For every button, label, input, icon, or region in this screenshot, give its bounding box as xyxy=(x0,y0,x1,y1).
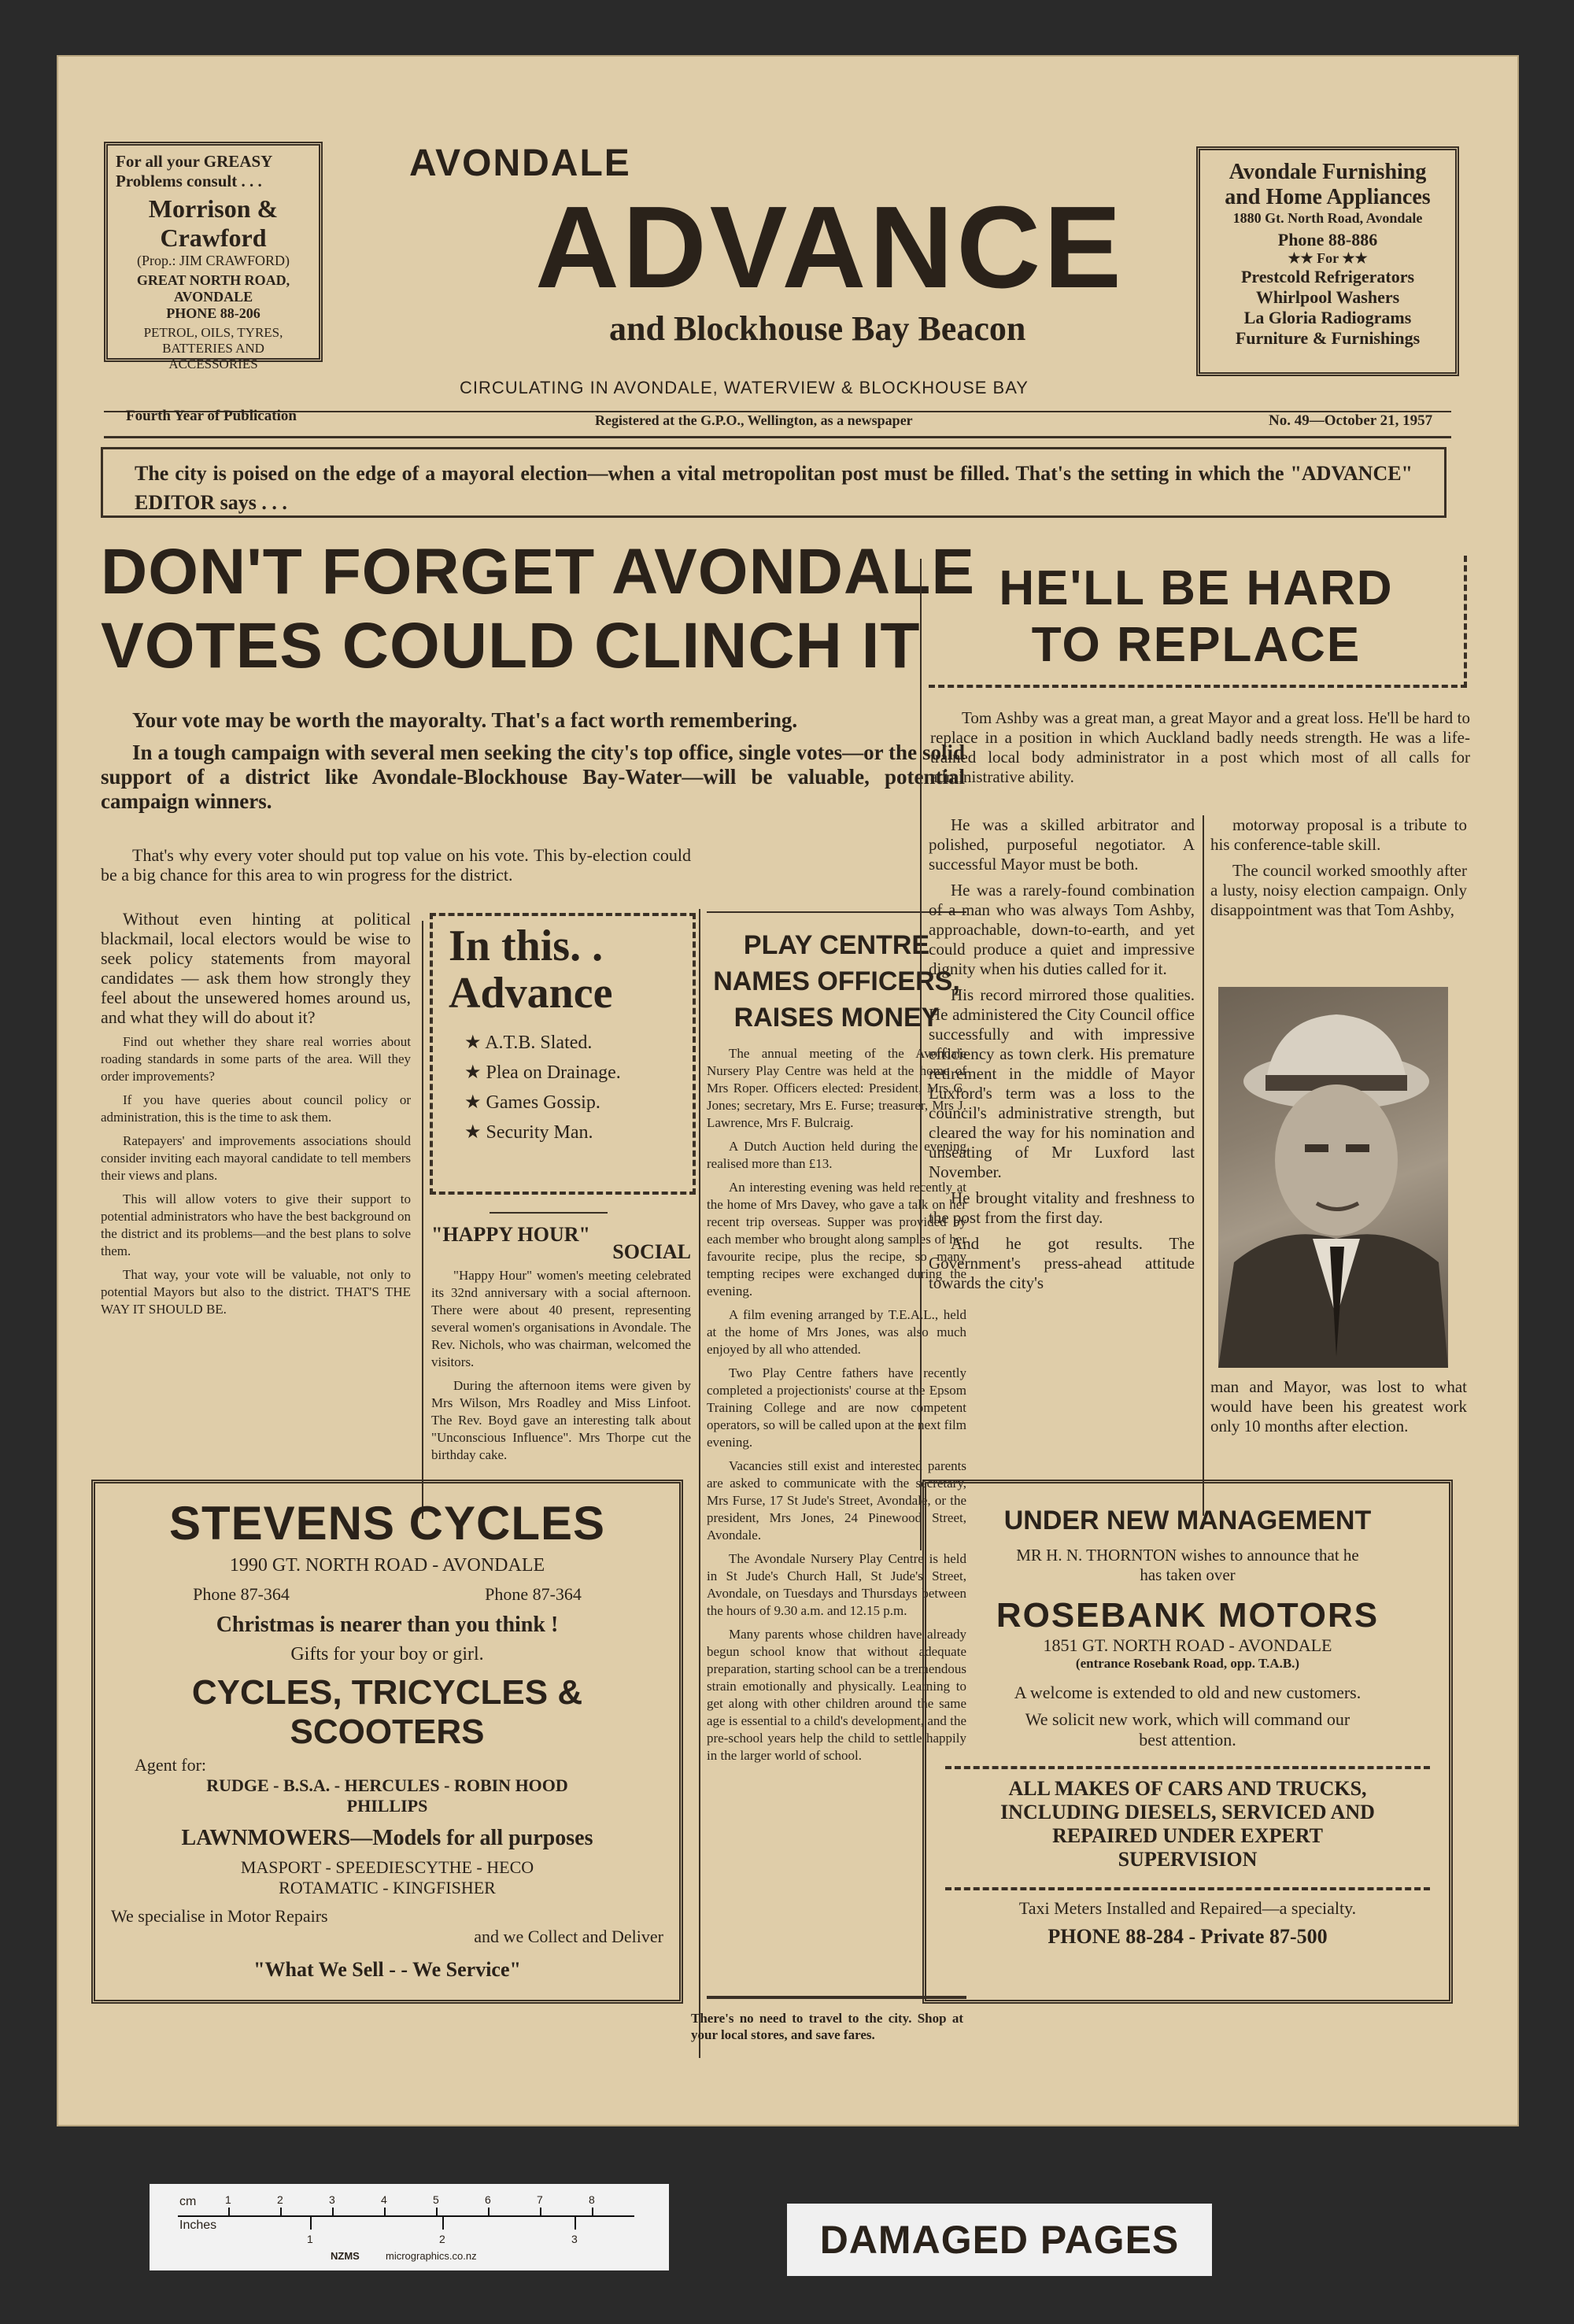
social-headline-2: SOCIAL xyxy=(612,1240,691,1263)
ruler-tick xyxy=(332,2208,334,2217)
lead-para-8: This will allow voters to give their support to potential administrators who have the best background on the district and its problems—and the best plans to solve them. xyxy=(101,1192,411,1258)
playcentre-para-8: Many parents whose children have already begun school know that without adequate preparation, starting school can be a tremendous strain emotionally and physically. Learning to get along with other children around the same age is essential to a child's development, and the pre-school years help the child to settle happily in the larger world of school. xyxy=(707,1627,966,1763)
stevens-mower-brands-1: MASPORT - SPEEDIESCYTHE - HECO xyxy=(240,1857,534,1877)
ruler-inch-number: 2 xyxy=(439,2233,445,2245)
ruler-cm-number: 7 xyxy=(537,2193,543,2206)
ear-right-line2: and Home Appliances xyxy=(1225,185,1431,209)
masthead-name-top: AVONDALE xyxy=(409,142,631,184)
playcentre-para-3: An interesting evening was held recently at the home of Mrs Davey, who gave a talk on her recent trip overseas. Supper was provided by each member who brought along samples of her favourite recipe, plus the recipe, so many tempting recipes were exchanged during the evening. xyxy=(707,1180,966,1299)
rosebank-line-2: has taken over xyxy=(1140,1565,1236,1584)
ashby-para-9: man and Mayor, was lost to what would have been his greatest work only 10 months after election. xyxy=(1210,1377,1467,1435)
lead-para-1: Your vote may be worth the mayoralty. That's a fact worth remembering. xyxy=(132,708,798,732)
ruler-tick xyxy=(228,2208,230,2217)
ruler-cm-label: cm xyxy=(179,2195,197,2208)
ear-left-prop: (Prop.: JIM CRAWFORD) xyxy=(136,253,290,268)
ear-left-phone: PHONE 88-206 xyxy=(166,305,260,321)
masthead-subtitle: and Blockhouse Bay Beacon xyxy=(609,309,1026,348)
lead-standfirst xyxy=(101,708,965,814)
ear-right-item3: La Gloria Radiograms xyxy=(1243,308,1412,327)
ashby-headline-1: HE'LL BE HARD xyxy=(999,561,1394,615)
lead-para-9: That way, your vote will be valuable, not only to potential Mayors but also to the district. THAT'S THE WAY IT SHOULD BE. xyxy=(101,1267,411,1317)
stevens-phone-1: Phone 87-364 xyxy=(193,1584,290,1604)
ruler-tick xyxy=(575,2215,576,2230)
playcentre-para-7: The Avondale Nursery Play Centre is held in St Jude's Church Hall, St Jude's Street, Avondale, on Tuesdays and Thursdays between the hours of 9.30 a.m. and 12.15 p.m. xyxy=(707,1551,966,1618)
lead-headline-1: DON'T FORGET AVONDALE xyxy=(101,536,976,608)
ear-right-item1: Prestcold Refrigerators xyxy=(1240,267,1415,286)
ear-right-for: ★★ For ★★ xyxy=(1288,250,1368,266)
scale-ruler xyxy=(150,2184,669,2270)
ear-left-goods3: ACCESSORIES xyxy=(168,357,258,371)
index-item: ★ Security Man. xyxy=(464,1122,593,1143)
ashby-headline-2: TO REPLACE xyxy=(1031,618,1362,672)
social-headline-1: "HAPPY HOUR" xyxy=(431,1223,590,1246)
rosebank-solicit-1: We solicit new work, which will command our xyxy=(1025,1709,1350,1729)
stevens-cycles-line: CYCLES, TRICYCLES & SCOOTERS xyxy=(191,1673,583,1751)
ashby-para-3: He was a rarely-found combination of a man who was always Tom Ashby, approachable, down-to-earth, and yet could produce a quiet and impressive dignity when his duties called for it. xyxy=(929,881,1195,978)
ruler-tick xyxy=(310,2215,312,2230)
ashby-para-8: The council worked smoothly after a lusty, noisy election campaign. Only disappointment was that Tom Ashby, xyxy=(1210,861,1467,919)
ashby-column-1 xyxy=(929,815,1195,1299)
ear-left-goods2: BATTERIES AND xyxy=(162,341,264,356)
rosebank-welcome: A welcome is extended to old and new customers. xyxy=(1014,1683,1362,1702)
ruler-tick xyxy=(384,2208,386,2217)
ruler-cm-number: 1 xyxy=(225,2193,231,2206)
ashby-lede: Tom Ashby was a great man, a great Mayor and a great loss. He'll be hard to replace in a position in which Auckland badly needs strength. He was a life-trained local body administrator in a post which most of all calls for administrative ability. xyxy=(930,708,1470,786)
stevens-phone-2: Phone 87-364 xyxy=(485,1584,582,1604)
stevens-brands-2: PHILLIPS xyxy=(346,1796,428,1816)
stevens-address: 1990 GT. NORTH ROAD - AVONDALE xyxy=(229,1555,545,1576)
rosebank-all-makes-2: INCLUDING DIESELS, SERVICED AND xyxy=(1000,1801,1375,1823)
ashby-para-7: motorway proposal is a tribute to his conference-table skill. xyxy=(1210,815,1467,854)
ear-left-line1: For all your GREASY xyxy=(116,152,273,171)
lead-para-5: Find out whether they share real worries about roading standards in some parts of the area. Will they order improvements? xyxy=(101,1034,411,1084)
ashby-para-6: And he got results. The Government's press-ahead attitude towards the city's xyxy=(929,1234,1195,1292)
year-of-publication: Fourth Year of Publication xyxy=(126,408,297,424)
stevens-christmas: Christmas is nearer than you think ! xyxy=(216,1613,559,1637)
ear-right-line1: Avondale Furnishing xyxy=(1229,160,1427,184)
rosebank-line-1: MR H. N. THORNTON wishes to announce that he xyxy=(1016,1546,1359,1565)
ashby-column-2 xyxy=(1210,815,1467,926)
ear-left-addr2: AVONDALE xyxy=(173,289,253,305)
ruler-inch-number: 3 xyxy=(571,2233,578,2245)
ruler-tick xyxy=(436,2208,438,2217)
index-title-1: In this. . xyxy=(449,922,604,970)
ruler-site: micrographics.co.nz xyxy=(386,2250,477,2262)
ear-right-phone: Phone 88-886 xyxy=(1277,230,1378,249)
ear-right-item2: Whirlpool Washers xyxy=(1255,287,1400,307)
social-para-2: During the afternoon items were given by Mrs Wilson, Mrs Roadley and Miss Linfoot. The Rev. Boyd gave an interesting talk about "Unconscious Influence". Mrs Thorpe cut the birthday cake. xyxy=(431,1378,691,1462)
stevens-slogan: "What We Sell - - We Service" xyxy=(253,1958,521,1981)
ear-right-addr: 1880 Gt. North Road, Avondale xyxy=(1232,210,1423,226)
rosebank-address: 1851 GT. NORTH ROAD - AVONDALE xyxy=(1043,1635,1332,1655)
ruler-cm-number: 3 xyxy=(329,2193,335,2206)
stevens-gifts: Gifts for your boy or girl. xyxy=(290,1644,484,1664)
playcentre-para-6: Vacancies still exist and interested parents are asked to communicate with the secretary, Mrs Furse, 17 St Jude's Street, Avondale, or the president, Mrs Jones, 24 Pinewood Street, Avondale. xyxy=(707,1458,966,1543)
ear-left-line2: Problems consult . . . xyxy=(116,172,262,190)
ear-left-addr1: GREAT NORTH ROAD, xyxy=(136,272,290,288)
ruler-tick xyxy=(280,2208,282,2217)
lead-para-6: If you have queries about council policy or administration, this is the time to ask them. xyxy=(101,1092,411,1125)
ruler-brand: NZMS xyxy=(331,2250,360,2262)
registration-line: Registered at the G.P.O., Wellington, as a newspaper xyxy=(595,412,913,428)
stevens-agent: Agent for: xyxy=(135,1755,207,1775)
masthead-name-main: ADVANCE xyxy=(535,183,1125,312)
issue-date: No. 49—October 21, 1957 xyxy=(1269,412,1433,429)
stevens-brands-1: RUDGE - B.S.A. - HERCULES - ROBIN HOOD xyxy=(206,1775,568,1795)
ashby-para-2: He was a skilled arbitrator and polished, purposeful negotiator. A successful Mayor must be both. xyxy=(929,815,1195,874)
playcentre-headline-3: RAISES MONEY xyxy=(733,1003,940,1033)
ruler-cm-number: 5 xyxy=(433,2193,439,2206)
playcentre-para-4: A film evening arranged by T.E.A.L., held at the home of Mrs Jones, was also much enjoyed by all who attended. xyxy=(707,1307,966,1357)
rosebank-headline: UNDER NEW MANAGEMENT xyxy=(1003,1506,1372,1535)
ashby-portrait-photo xyxy=(1218,987,1448,1368)
rosebank-all-makes-4: SUPERVISION xyxy=(1118,1848,1258,1871)
ruler-tick xyxy=(592,2208,593,2217)
index-item: ★ A.T.B. Slated. xyxy=(464,1033,593,1053)
ashby-headline-box xyxy=(929,556,1467,688)
rosebank-all-makes-3: REPAIRED UNDER EXPERT xyxy=(1052,1824,1323,1847)
lead-para-3: That's why every voter should put top value on his vote. This by-election could be a big chance for this area to win progress for the district. xyxy=(101,845,691,885)
rosebank-motors-ad xyxy=(922,1480,1453,2004)
rosebank-address-2: (entrance Rosebank Road, opp. T.A.B.) xyxy=(1075,1656,1300,1671)
rosebank-taxi: Taxi Meters Installed and Repaired—a specialty. xyxy=(1018,1898,1357,1918)
portrait-illustration xyxy=(1218,987,1448,1368)
stevens-mowers: LAWNMOWERS—Models for all purposes xyxy=(181,1826,593,1850)
ruler-inches-label: Inches xyxy=(179,2219,217,2232)
lead-para-7: Ratepayers' and improvements associations should consider inviting each mayoral candidate to tell members their views and plans. xyxy=(101,1133,411,1183)
index-item: ★ Plea on Drainage. xyxy=(464,1062,621,1083)
ruler-cm-number: 6 xyxy=(485,2193,491,2206)
shop-local-filler: There's no need to travel to the city. Shop at your local stores, and save fares. xyxy=(691,2011,963,2042)
stevens-name: STEVENS CYCLES xyxy=(168,1497,606,1550)
ruler-tick xyxy=(442,2215,444,2230)
newspaper-page xyxy=(57,55,1519,2126)
playcentre-headline-1: PLAY CENTRE xyxy=(743,930,930,960)
rosebank-all-makes-1: ALL MAKES OF CARS AND TRUCKS, xyxy=(1008,1777,1367,1800)
lead-para-3-block xyxy=(101,845,691,885)
lead-para-2: In a tough campaign with several men seeking the city's top office, single votes—or the solid support of a district like Avondale-Blockhouse Bay-Water—will be valuable, potential campaign winners. xyxy=(101,741,965,813)
stevens-collect: and we Collect and Deliver xyxy=(474,1927,663,1946)
playcentre-headline-2: NAMES OFFICERS, xyxy=(713,966,960,996)
lead-headline-2: VOTES COULD CLINCH IT xyxy=(101,610,921,682)
ruler-inch-number: 1 xyxy=(307,2233,313,2245)
happy-hour-article xyxy=(431,1223,691,1470)
stevens-mower-brands-2: ROTAMATIC - KINGFISHER xyxy=(279,1878,496,1897)
editor-intro-box xyxy=(101,447,1447,518)
lead-body-column xyxy=(101,909,411,1325)
ashby-para-5: He brought vitality and freshness to the post from the first day. xyxy=(929,1188,1195,1227)
damaged-pages-text: DAMAGED PAGES xyxy=(819,2218,1180,2262)
ear-ad-right xyxy=(1196,146,1459,376)
ear-right-item4: Furniture & Furnishings xyxy=(1235,328,1421,348)
damaged-pages-stamp xyxy=(787,2204,1212,2276)
editor-intro-text: The city is poised on the edge of a mayoral election—when a vital metropolitan post must be filled. That's the setting in which the "ADVANCE" EDITOR says . . . xyxy=(135,462,1413,514)
ear-left-firm: Morrison & Crawford xyxy=(148,194,279,252)
ruler-cm-number: 4 xyxy=(381,2193,387,2206)
ruler-tick xyxy=(540,2208,541,2217)
ashby-caption-text xyxy=(1210,1377,1467,1443)
lead-para-4: Without even hinting at political blackmail, local electors would be wise to seek policy statements from mayoral candidates — ask them how strongly they feel about the unsewered homes around us, and what they will do about it? xyxy=(101,909,411,1027)
masthead-circulation: CIRCULATING IN AVONDALE, WATERVIEW & BLOCKHOUSE BAY xyxy=(460,378,1029,397)
ruler-tick xyxy=(488,2208,490,2217)
in-this-advance-box xyxy=(430,913,696,1195)
stevens-cycles-ad xyxy=(91,1480,683,2004)
playcentre-para-2: A Dutch Auction held during the evening realised more than £13. xyxy=(707,1139,966,1171)
rosebank-name: ROSEBANK MOTORS xyxy=(996,1596,1380,1635)
ashby-para-4: His record mirrored those qualities. He administered the City Council office successfully and with impressive efficiency as town clerk. His premature retirement in the middle of Mayor Luxford's term was a loss to the council's administrative strength, but cleared the way for his nomination and unseating of Mr Luxford last November. xyxy=(929,985,1195,1181)
ear-left-goods1: PETROL, OILS, TYRES, xyxy=(143,325,283,340)
index-items xyxy=(433,1028,693,1147)
social-para-1: "Happy Hour" women's meeting celebrated its 32nd anniversary with a social afternoon. There were about 40 present, representing several women's organisations in Avondale. The Rev. Nichols, who was chairman, welcomed the visitors. xyxy=(431,1268,691,1369)
ruler-cm-number: 8 xyxy=(589,2193,595,2206)
playcentre-para-5: Two Play Centre fathers have recently completed a projectionists' course at the Epsom Training College and are now competent operators, so will be called upon at the next film evening. xyxy=(707,1365,966,1450)
index-title-2: Advance xyxy=(449,969,613,1018)
rosebank-solicit-2: best attention. xyxy=(1139,1730,1236,1749)
ear-ad-left xyxy=(104,142,323,371)
rosebank-phone: PHONE 88-284 - Private 87-500 xyxy=(1047,1925,1328,1948)
ruler-cm-number: 2 xyxy=(277,2193,283,2206)
playcentre-para-1: The annual meeting of the Avondale Nursery Play Centre was held at the home of Mrs Roper. Officers elected: President, Mrs G. Jones; secretary, Mrs E. Furse; treasurer, Mrs J. Lawrence, Mrs F. Bulcraig. xyxy=(707,1046,966,1130)
index-item: ★ Games Gossip. xyxy=(464,1092,600,1113)
stevens-specialise: We specialise in Motor Repairs xyxy=(111,1906,328,1926)
